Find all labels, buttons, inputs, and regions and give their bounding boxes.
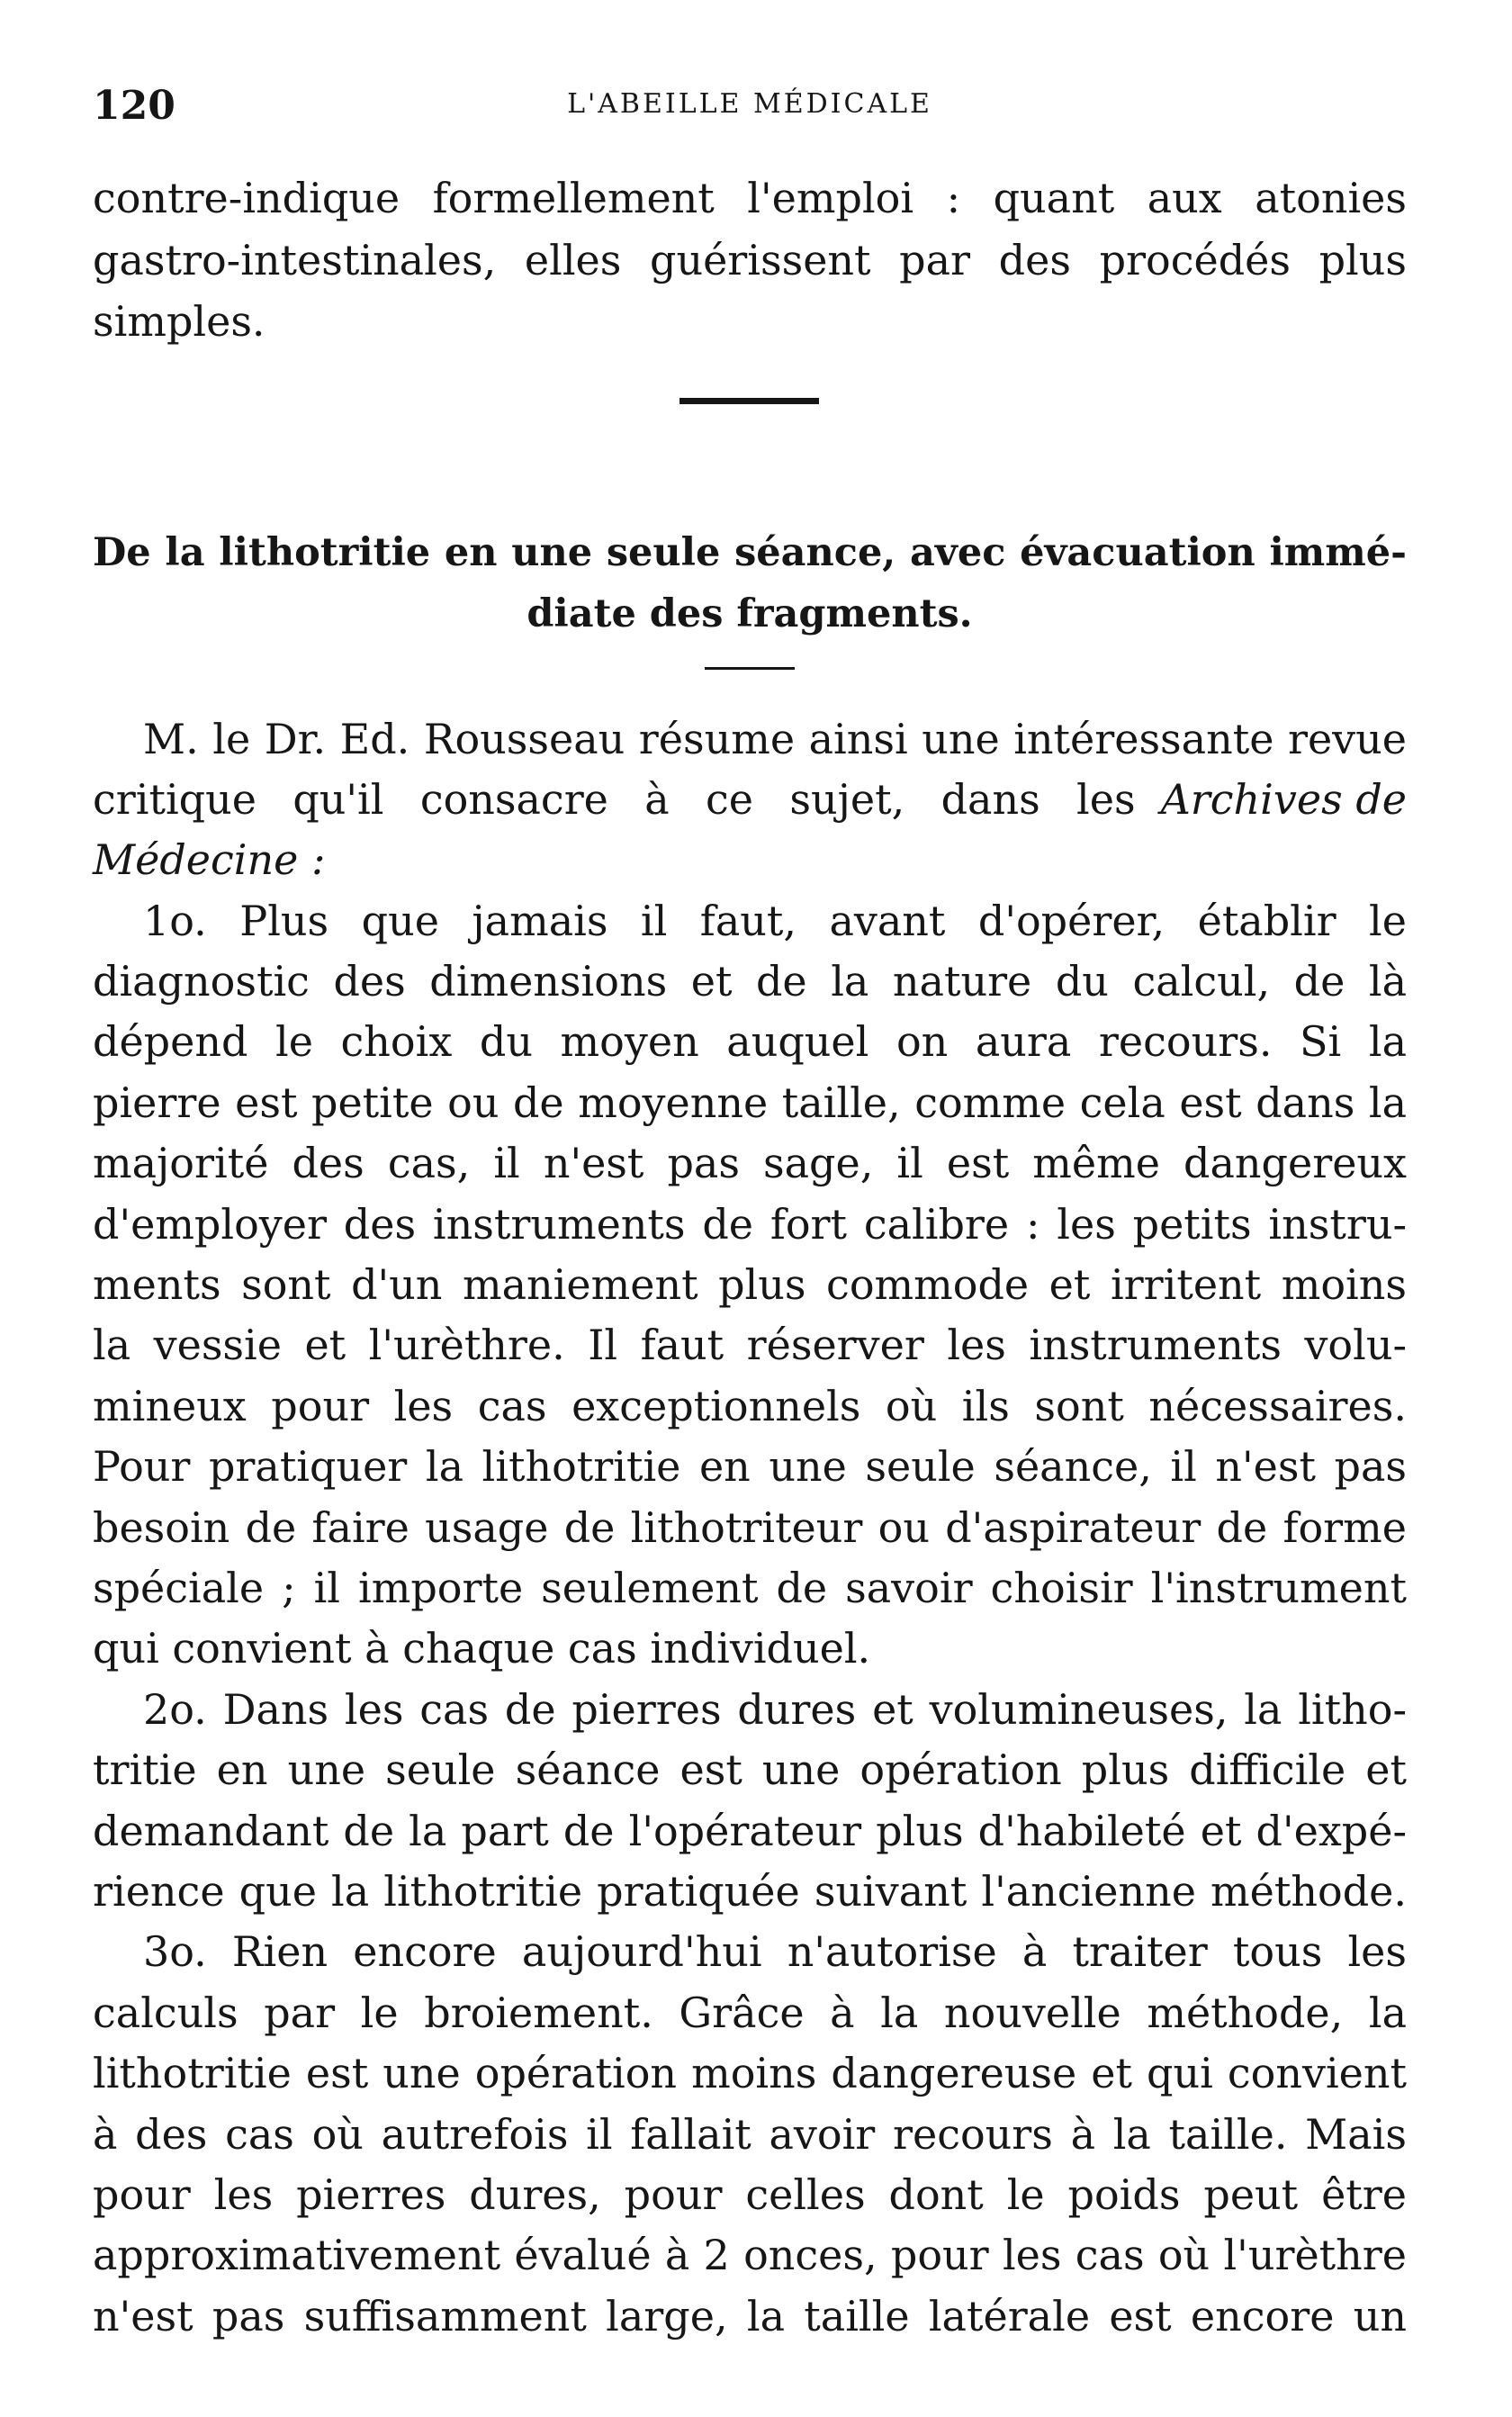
body-line: approximativement évalué à 2 onces, pour les cas où l'urèthre: [93, 2231, 1407, 2279]
body-line: pierre est petite ou de moyenne taille, comme cela est dans la: [93, 1078, 1407, 1127]
body-line: ments sont d'un maniement plus commode et irritent moins: [93, 1260, 1407, 1309]
journal-reference: Archives de: [1160, 775, 1407, 824]
body-line: [93, 835, 1407, 884]
body-line: n'est pas suffisamment large, la taille latérale est encore un: [93, 2292, 1407, 2340]
body-line: majorité des cas, il n'est pas sage, il est même dangereux: [93, 1139, 1407, 1187]
section-divider: [680, 398, 819, 404]
journal-title: L'ABEILLE MÉDICALE: [567, 88, 932, 120]
body-line: rience que la lithotritie pratiquée suivant l'ancienne méthode.: [93, 1867, 1407, 1916]
body-line: 3o. Rien encore aujourd'hui n'autorise à traiter tous les: [143, 1927, 1407, 1976]
body-line: diagnostic des dimensions et de la nature du calcul, de là: [93, 957, 1407, 1006]
body-line: dépend le choix du moyen auquel on aura recours. Si la: [93, 1017, 1407, 1066]
body-line: Pour pratiquer la lithotritie en une seule séance, il n'est pas: [93, 1442, 1407, 1491]
body-line: pour les pierres dures, pour celles dont le poids peut être: [93, 2170, 1407, 2219]
body-line: simples.: [93, 297, 266, 346]
body-line: la vessie et l'urèthre. Il faut réserver les instruments volu-: [93, 1321, 1407, 1369]
journal-reference: Médecine :: [93, 835, 326, 884]
body-line: [93, 775, 1407, 824]
page-number: 120: [93, 83, 176, 129]
body-line: lithotritie est une opération moins dangereuse et qui convient: [93, 2049, 1407, 2097]
body-line: à des cas où autrefois il fallait avoir recours à la taille. Mais: [93, 2110, 1407, 2159]
body-line: besoin de faire usage de lithotriteur ou d'aspirateur de forme: [93, 1503, 1407, 1552]
body-line: demandant de la part de l'opérateur plus d'habileté et d'expé-: [93, 1807, 1407, 1855]
body-line-text: critique qu'il consacre à ce sujet, dans les: [93, 775, 1136, 824]
body-line: mineux pour les cas exceptionnels où ils sont nécessaires.: [93, 1382, 1407, 1430]
body-line: M. le Dr. Ed. Rousseau résume ainsi une intéressante revue: [143, 715, 1407, 763]
document-page: [93, 0, 1407, 2417]
body-line: contre-indique formellement l'emploi : quant aux atonies: [93, 174, 1407, 222]
body-line: 2o. Dans les cas de pierres dures et volumineuses, la litho-: [143, 1685, 1407, 1734]
body-line: 1o. Plus que jamais il faut, avant d'opérer, établir le: [143, 897, 1407, 945]
body-line: calculs par le broiement. Grâce à la nouvelle méthode, la: [93, 1989, 1407, 2037]
body-line: qui convient à chaque cas individuel.: [93, 1624, 871, 1673]
article-heading-line: De la lithotritie en une seule séance, avec évacuation immé-: [93, 530, 1407, 575]
article-heading-line: diate des fragments.: [526, 591, 973, 636]
body-line: spéciale ; il importe seulement de savoir choisir l'instrument: [93, 1564, 1407, 1612]
running-header: [93, 83, 1407, 137]
body-line: tritie en une seule séance est une opération plus difficile et: [93, 1745, 1407, 1794]
body-line: gastro-intestinales, elles guérissent par des procédés plus: [93, 236, 1407, 284]
body-line: d'employer des instruments de fort calibre : les petits instru-: [93, 1200, 1407, 1249]
heading-divider: [705, 667, 795, 670]
